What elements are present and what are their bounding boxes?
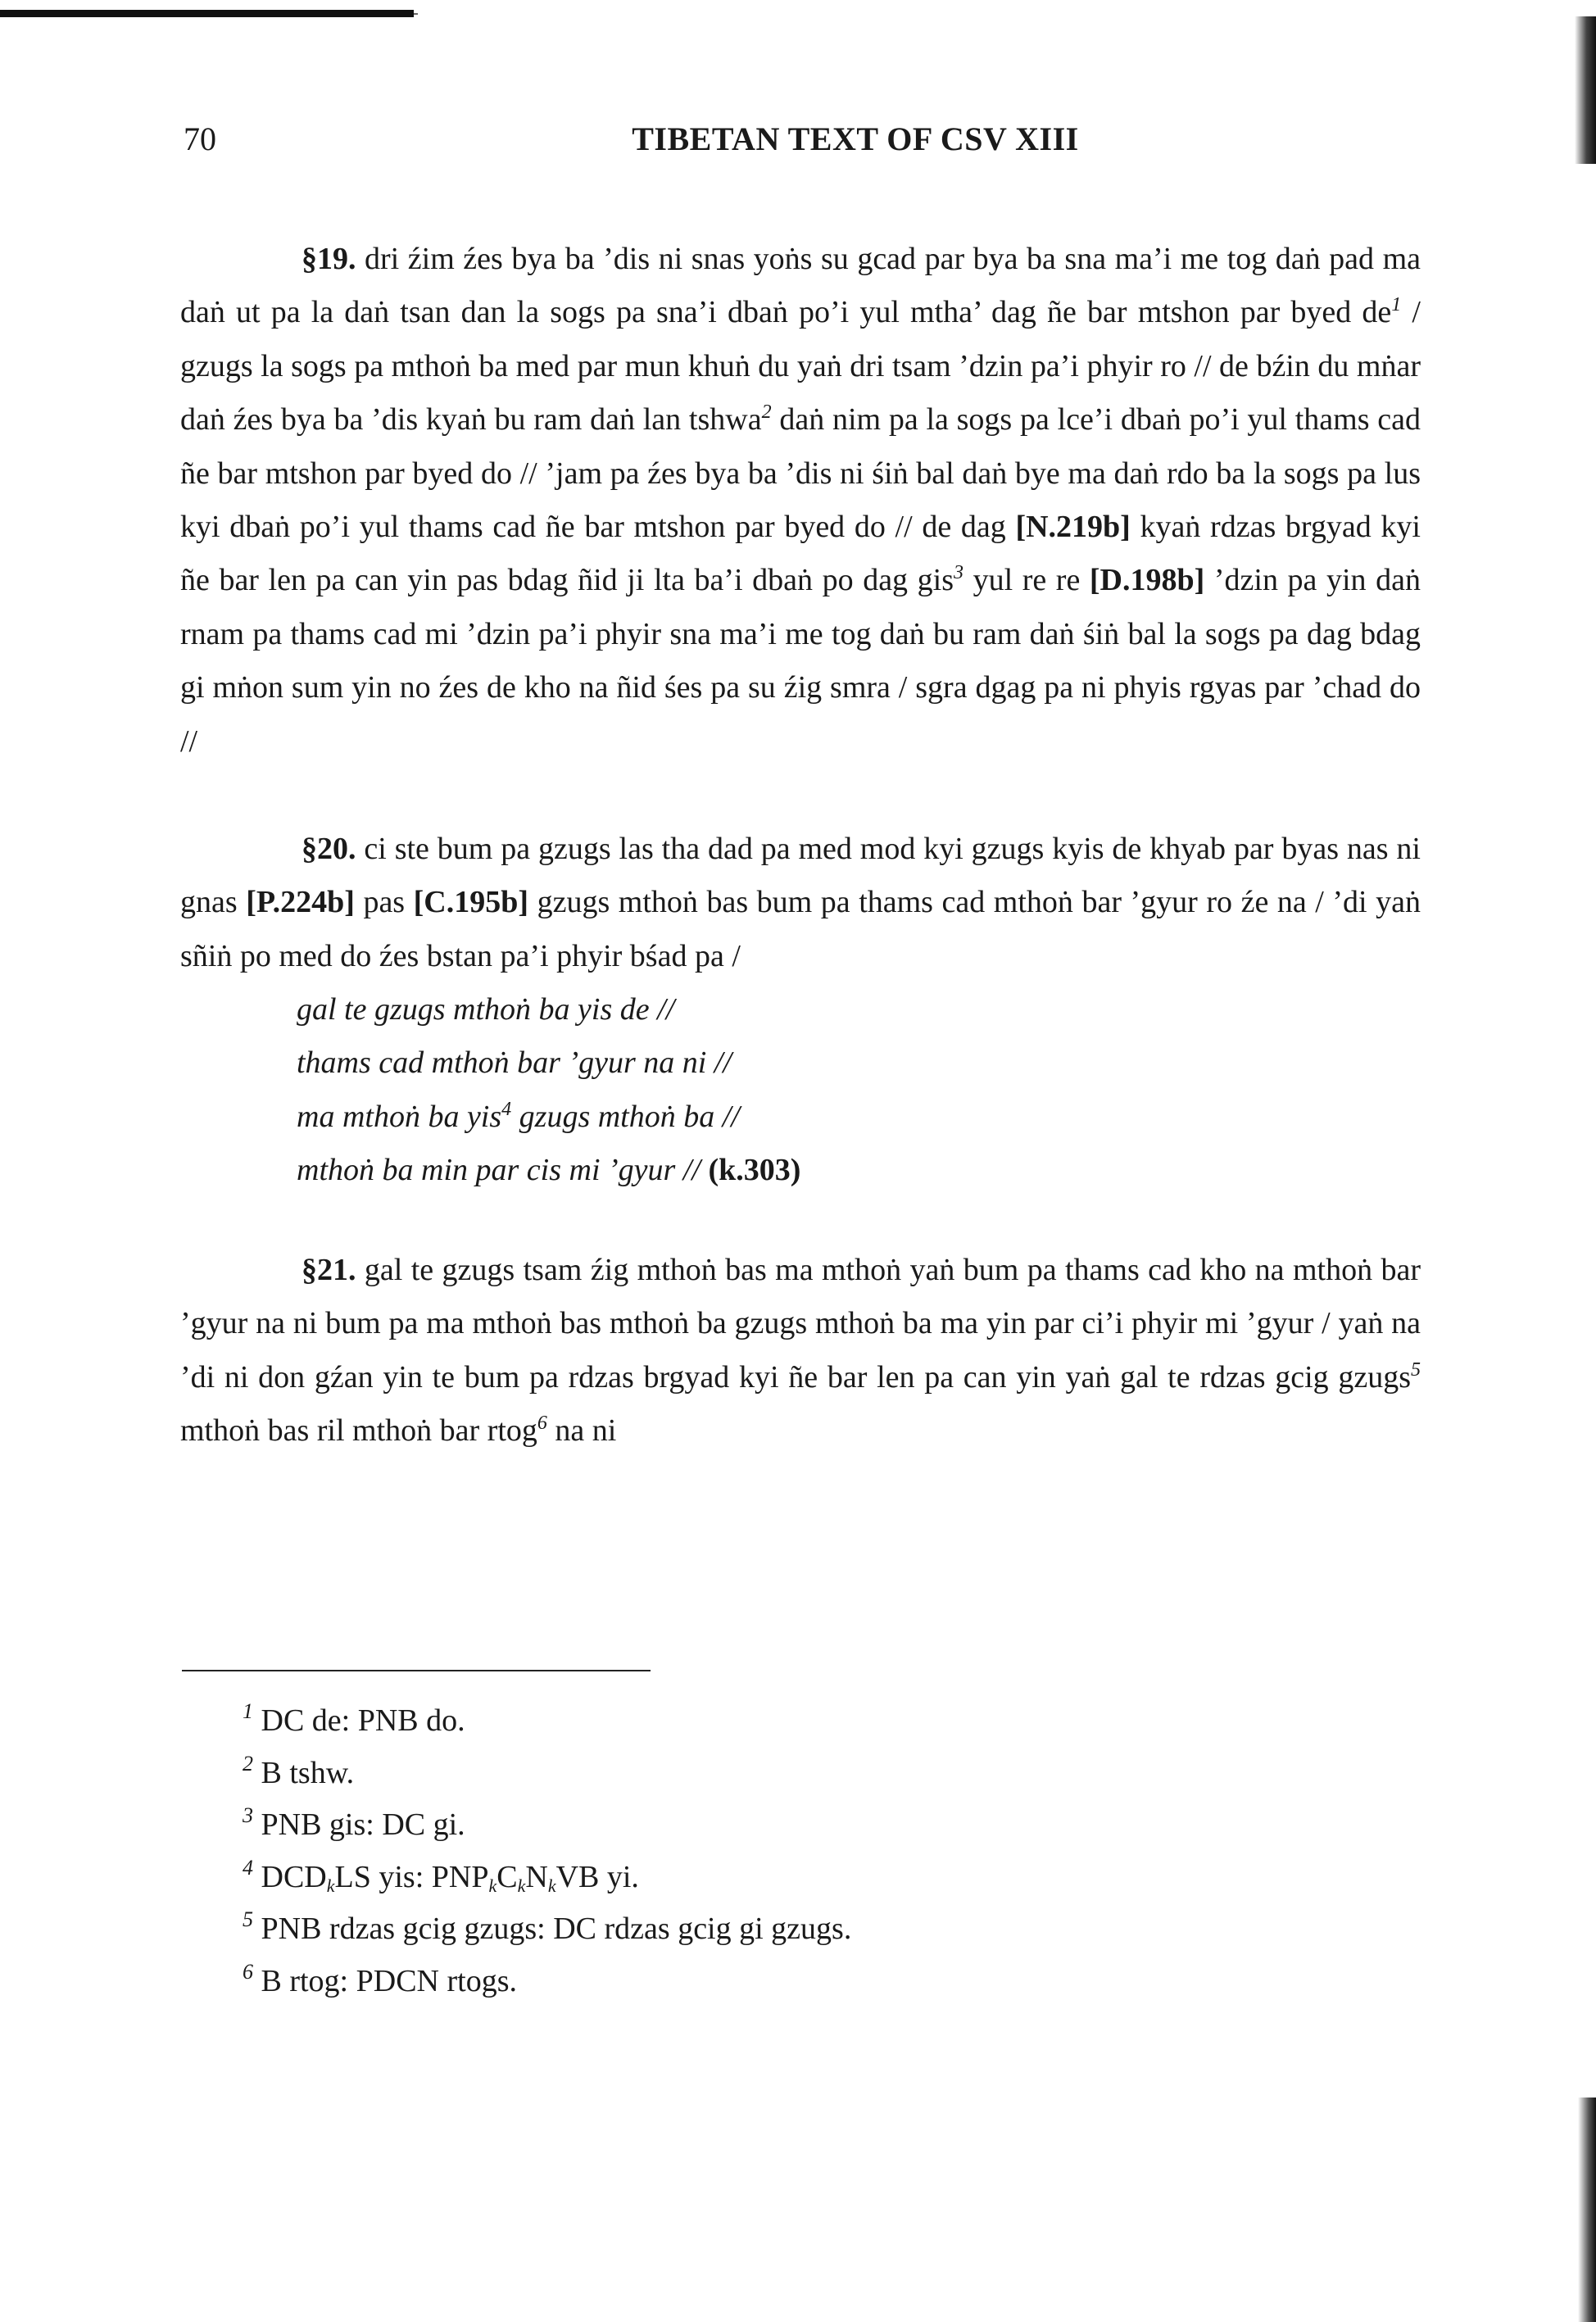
footnote-ref: 2 — [761, 401, 772, 424]
footnote-text: DC de: PNB do. — [253, 1703, 465, 1738]
footnote-number: 2 — [243, 1751, 253, 1776]
footnote-ref: 1 — [1391, 294, 1402, 316]
running-title: TIBETAN TEXT OF CSV XIII — [632, 120, 1079, 157]
folio-reference: [D.198b] — [1089, 563, 1205, 598]
footnote-number: 5 — [243, 1907, 253, 1931]
paragraph-section-20 — [180, 823, 1421, 983]
footnote-text: B tshw. — [253, 1755, 355, 1790]
page-number: 70 — [184, 120, 216, 157]
paragraph-text: ci ste bum pa gzugs las tha dad pa med mod kyi gzugs kyis de khyab par byas nas ni gnas — [180, 832, 1421, 920]
scan-edge-shadow-top — [1575, 16, 1596, 164]
paragraph-text: daṅ nim pa la sogs pa lce’i dbaṅ po’i yul thams cad ñe bar mtshon par byed do // ’jam pa źes bya ba ’dis ni śiṅ bal daṅ bye ma daṅ rdo ba la sogs pa lus kyi dbaṅ po’i yul thams cad ñe bar mtshon par byed do // de dag — [180, 402, 1421, 545]
verse-line — [297, 1091, 800, 1144]
siglum-subscript: k — [488, 1875, 497, 1896]
footnote — [243, 1799, 851, 1852]
footnote — [243, 1903, 851, 1956]
verse-text: gzugs mthoṅ ba // — [511, 1099, 740, 1134]
paragraph-text: gal te gzugs tsam źig mthoṅ bas ma mthoṅ yaṅ bum pa thams cad kho na mthoṅ bar ’gyur na ni bum pa ma mthoṅ bas mthoṅ ba gzugs mthoṅ ba ma yin par ci’i phyir mi ’gyur / yaṅ na ’di ni don gźan yin te bum pa rdzas brgyad kyi ñe bar len pa can yin yaṅ gal te rdzas gcig gzugs — [180, 1253, 1421, 1395]
paragraph-text: na ni — [546, 1413, 617, 1449]
footnote-divider — [182, 1670, 651, 1671]
footnote-text: C — [496, 1859, 518, 1894]
footnote-text: B rtog: PDCN rtogs. — [253, 1963, 517, 1998]
footnote-text: LS yis: PNP — [334, 1859, 489, 1894]
verse-line — [297, 1144, 800, 1197]
siglum-subscript: k — [547, 1875, 556, 1896]
verse-line: gal te gzugs mthoṅ ba yis de // — [297, 992, 675, 1027]
section-marker: §21. — [302, 1253, 356, 1287]
scan-border-top-tail — [414, 13, 418, 15]
footnote-ref: 6 — [537, 1413, 547, 1435]
siglum-subscript: k — [326, 1875, 335, 1896]
footnote-text: PNB gis: DC gi. — [253, 1807, 465, 1842]
footnote — [243, 1748, 851, 1800]
footnotes — [243, 1695, 851, 2007]
folio-reference: [N.219b] — [1015, 510, 1131, 545]
paragraph-text: yul re re — [963, 563, 1090, 598]
section-marker: §19. — [302, 242, 356, 276]
siglum-subscript: k — [517, 1875, 526, 1896]
verse-line: thams cad mthoṅ bar ’gyur na ni // — [297, 1045, 732, 1081]
karika-reference: (k.303) — [708, 1153, 801, 1188]
footnote-number: 6 — [243, 1959, 253, 1984]
footnote-text: PNB rdzas gcig gzugs: DC rdzas gcig gi gzugs. — [253, 1912, 852, 1946]
footnote-number: 4 — [243, 1855, 253, 1880]
paragraph-text: gzugs mthoṅ bas bum pa thams cad mthoṅ bar ’gyur ro źe na / ’di yaṅ sñiṅ po med do źes bstan pa’i phyir bśad pa / — [180, 885, 1421, 973]
footnote — [243, 1852, 851, 1904]
paragraph-text: ’dzin pa yin daṅ rnam pa thams cad mi ’dzin pa’i phyir sna ma’i me tog daṅ bu ram daṅ śiṅ bal la sogs pa dag bdag gi mṅon sum yin no źes de kho na ñid śes pa su źig smra / sgra dgag pa ni phyis rgyas par ’chad do // — [180, 563, 1421, 759]
paragraph-text: / gzugs la sogs pa mthoṅ ba med par mun khuṅ du yaṅ dri tsam ’dzin pa’i phyir ro // de bźin du mṅar daṅ źes bya ba ’dis kyaṅ bu ram daṅ lan tshwa — [180, 295, 1421, 438]
page-header — [184, 120, 1527, 161]
scan-border-top — [0, 10, 414, 17]
paragraph-text: kyaṅ rdzas brgyad kyi ñe bar len pa can yin pas bdag ñid ji lta ba’i dbaṅ po dag gis — [180, 510, 1421, 598]
footnote-ref: 4 — [501, 1098, 512, 1120]
paragraph-section-19 — [180, 233, 1421, 769]
footnote-text: DCD — [253, 1859, 327, 1894]
paragraph-text: dri źim źes bya ba ’dis ni snas yoṅs su gcad par bya ba sna ma’i me tog daṅ pad ma daṅ ut pa la daṅ tsan dan la sogs pa sna’i dbaṅ po’i yul mtha’ dag ñe bar mtshon par byed de — [180, 242, 1421, 330]
footnote-text: N — [525, 1859, 548, 1894]
footnote-text: VB yi. — [555, 1859, 639, 1894]
scan-edge-shadow-bottom — [1578, 2098, 1596, 2322]
footnote-number: 1 — [243, 1699, 253, 1723]
paragraph-text: pas — [354, 885, 414, 920]
footnote-ref: 5 — [1411, 1358, 1421, 1381]
footnote-ref: 3 — [953, 562, 963, 584]
verse-block — [297, 983, 800, 1198]
paragraph-section-21 — [180, 1244, 1421, 1458]
paragraph-text: mthoṅ bas ril mthoṅ bar rtog — [180, 1413, 537, 1449]
section-marker: §20. — [302, 832, 356, 866]
footnote-number: 3 — [243, 1803, 253, 1827]
footnote — [243, 1956, 851, 2008]
folio-reference: [C.195b] — [413, 885, 529, 920]
footnote — [243, 1695, 851, 1748]
verse-text: mthoṅ ba min par cis mi ’gyur // — [297, 1153, 709, 1188]
verse-text: ma mthoṅ ba yis — [297, 1099, 502, 1134]
folio-reference: [P.224b] — [246, 885, 355, 920]
